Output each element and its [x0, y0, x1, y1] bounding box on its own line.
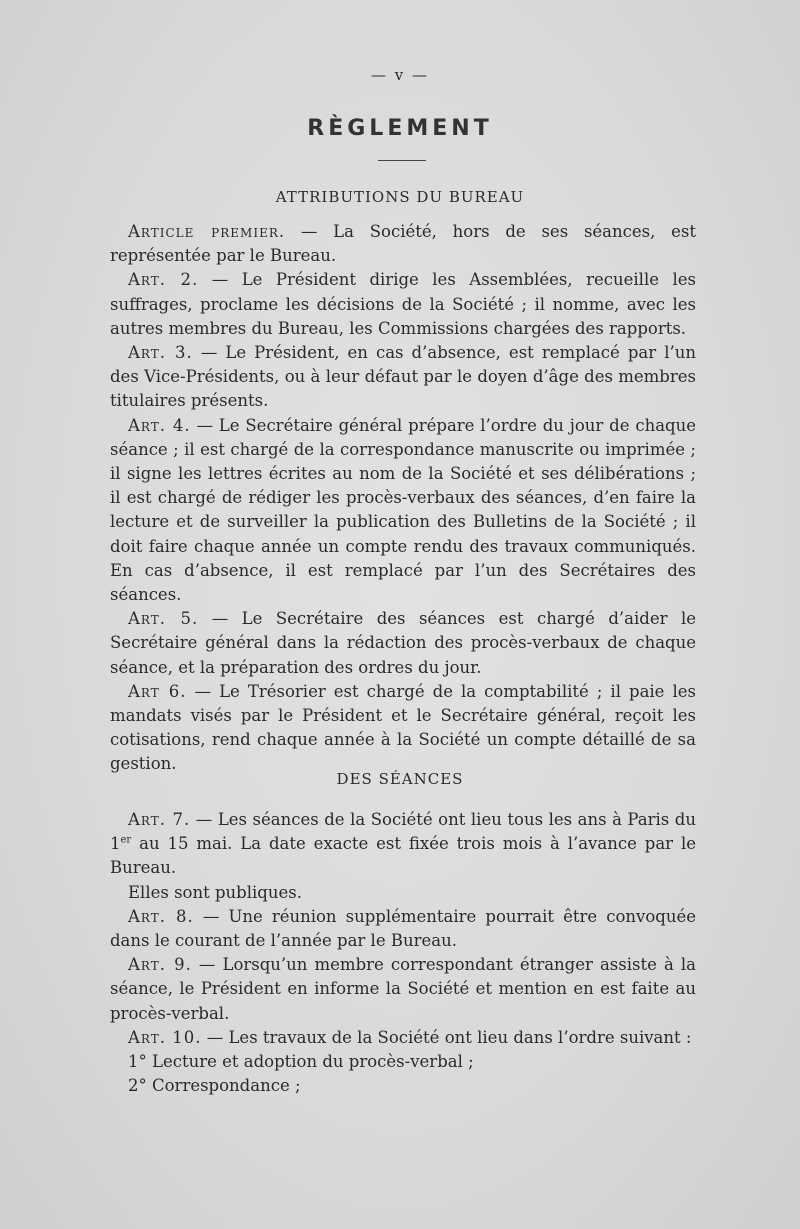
article-text: — Les travaux de la Société ont lieu dans l’ordre suivant : [201, 1027, 692, 1047]
page-folio: — v — [370, 66, 429, 84]
ordinal-superscript: er [120, 834, 132, 846]
article-label: Art. 7. [128, 810, 191, 829]
article-paragraph [110, 905, 696, 953]
article-label: Art 6. [128, 681, 187, 701]
article-text: — Le Trésorier est chargé de la comptabilité ; il paie les mandats visés par le Président et le Secrétaire général, reçoit les cotisations, rend chaque année à la Société un compte détaillé de sa gestion. [110, 681, 696, 774]
article-paragraph [110, 414, 696, 608]
article-label: Art. 3. [128, 343, 193, 363]
article-paragraph [110, 680, 696, 777]
article-label: Art. 5. [128, 609, 199, 629]
article-text: Elles sont publiques. [128, 882, 302, 902]
article-text: — Une réunion supplémentaire pourrait être convoquée dans le courant de l’année par le Bureau. [110, 906, 696, 951]
article-paragraph [110, 953, 696, 1026]
article-text: 2° Correspondance ; [128, 1076, 301, 1096]
section-bureau-body [110, 220, 696, 777]
article-label: Art. 9. [128, 955, 192, 975]
section-heading-bureau: ATTRIBUTIONS DU BUREAU [275, 188, 525, 206]
section-heading-seances: DES SÉANCES [336, 770, 464, 788]
article-text: — La Société, hors de ses séances, est représentée par le Bureau. [110, 222, 696, 266]
title-rule [378, 160, 426, 161]
article-paragraph [110, 1026, 696, 1050]
article-text: — Les séances de la Société ont lieu tous les ans à Paris du 1 [110, 810, 696, 854]
article-paragraph [110, 607, 696, 680]
page-title: RÈGLEMENT [307, 116, 493, 141]
article-paragraph [110, 220, 696, 268]
section-seances-body [110, 808, 696, 1098]
article-text: au 15 mai. La date exacte est fixée trois mois à l’avance par le Bureau. [110, 834, 696, 878]
article-text: — Le Secrétaire général prépare l’ordre du jour de chaque séance ; il est chargé de la correspondance manuscrite ou imprimée ; il signe les lettres écrites au nom de la Société et ses délibérations ; il est chargé de rédiger les procès-verbaux des séances, d’en faire la lecture et de surveiller la publication des Bulletins de la Société ; il doit faire chaque année un compte rendu des travaux communiqués. En cas d’absence, il est remplacé par l’un des Secrétaires des séances. [110, 415, 696, 605]
article-label: Article premier. [128, 222, 286, 241]
article-paragraph [110, 808, 696, 881]
list-item [110, 1074, 696, 1098]
article-label: Art. 8. [128, 906, 194, 926]
article-label: Art. 2. [128, 270, 199, 290]
article-text: — Le Président dirige les Assemblées, recueille les suffrages, proclame les décisions de la Société ; il nomme, avec les autres membres du Bureau, les Commissions chargées des rapports. [110, 270, 696, 338]
article-label: Art. 4. [128, 415, 191, 435]
article-text: — Lorsqu’un membre correspondant étranger assiste à la séance, le Président en informe la Société et mention en est faite au procès-verbal. [110, 955, 696, 1023]
article-text: — Le Secrétaire des séances est chargé d’aider le Secrétaire général dans la rédaction des procès-verbaux de chaque séance, et la préparation des ordres du jour. [110, 609, 696, 677]
article-paragraph [110, 341, 696, 414]
article-label: Art. 10. [128, 1027, 202, 1047]
article-paragraph [110, 268, 696, 341]
article-text: 1° Lecture et adoption du procès-verbal ; [128, 1052, 474, 1072]
article-text: — Le Président, en cas d’absence, est remplacé par l’un des Vice-Présidents, ou à leur défaut par le doyen d’âge des membres titulaires présents. [110, 343, 696, 411]
article-paragraph [110, 881, 696, 905]
list-item [110, 1050, 696, 1074]
